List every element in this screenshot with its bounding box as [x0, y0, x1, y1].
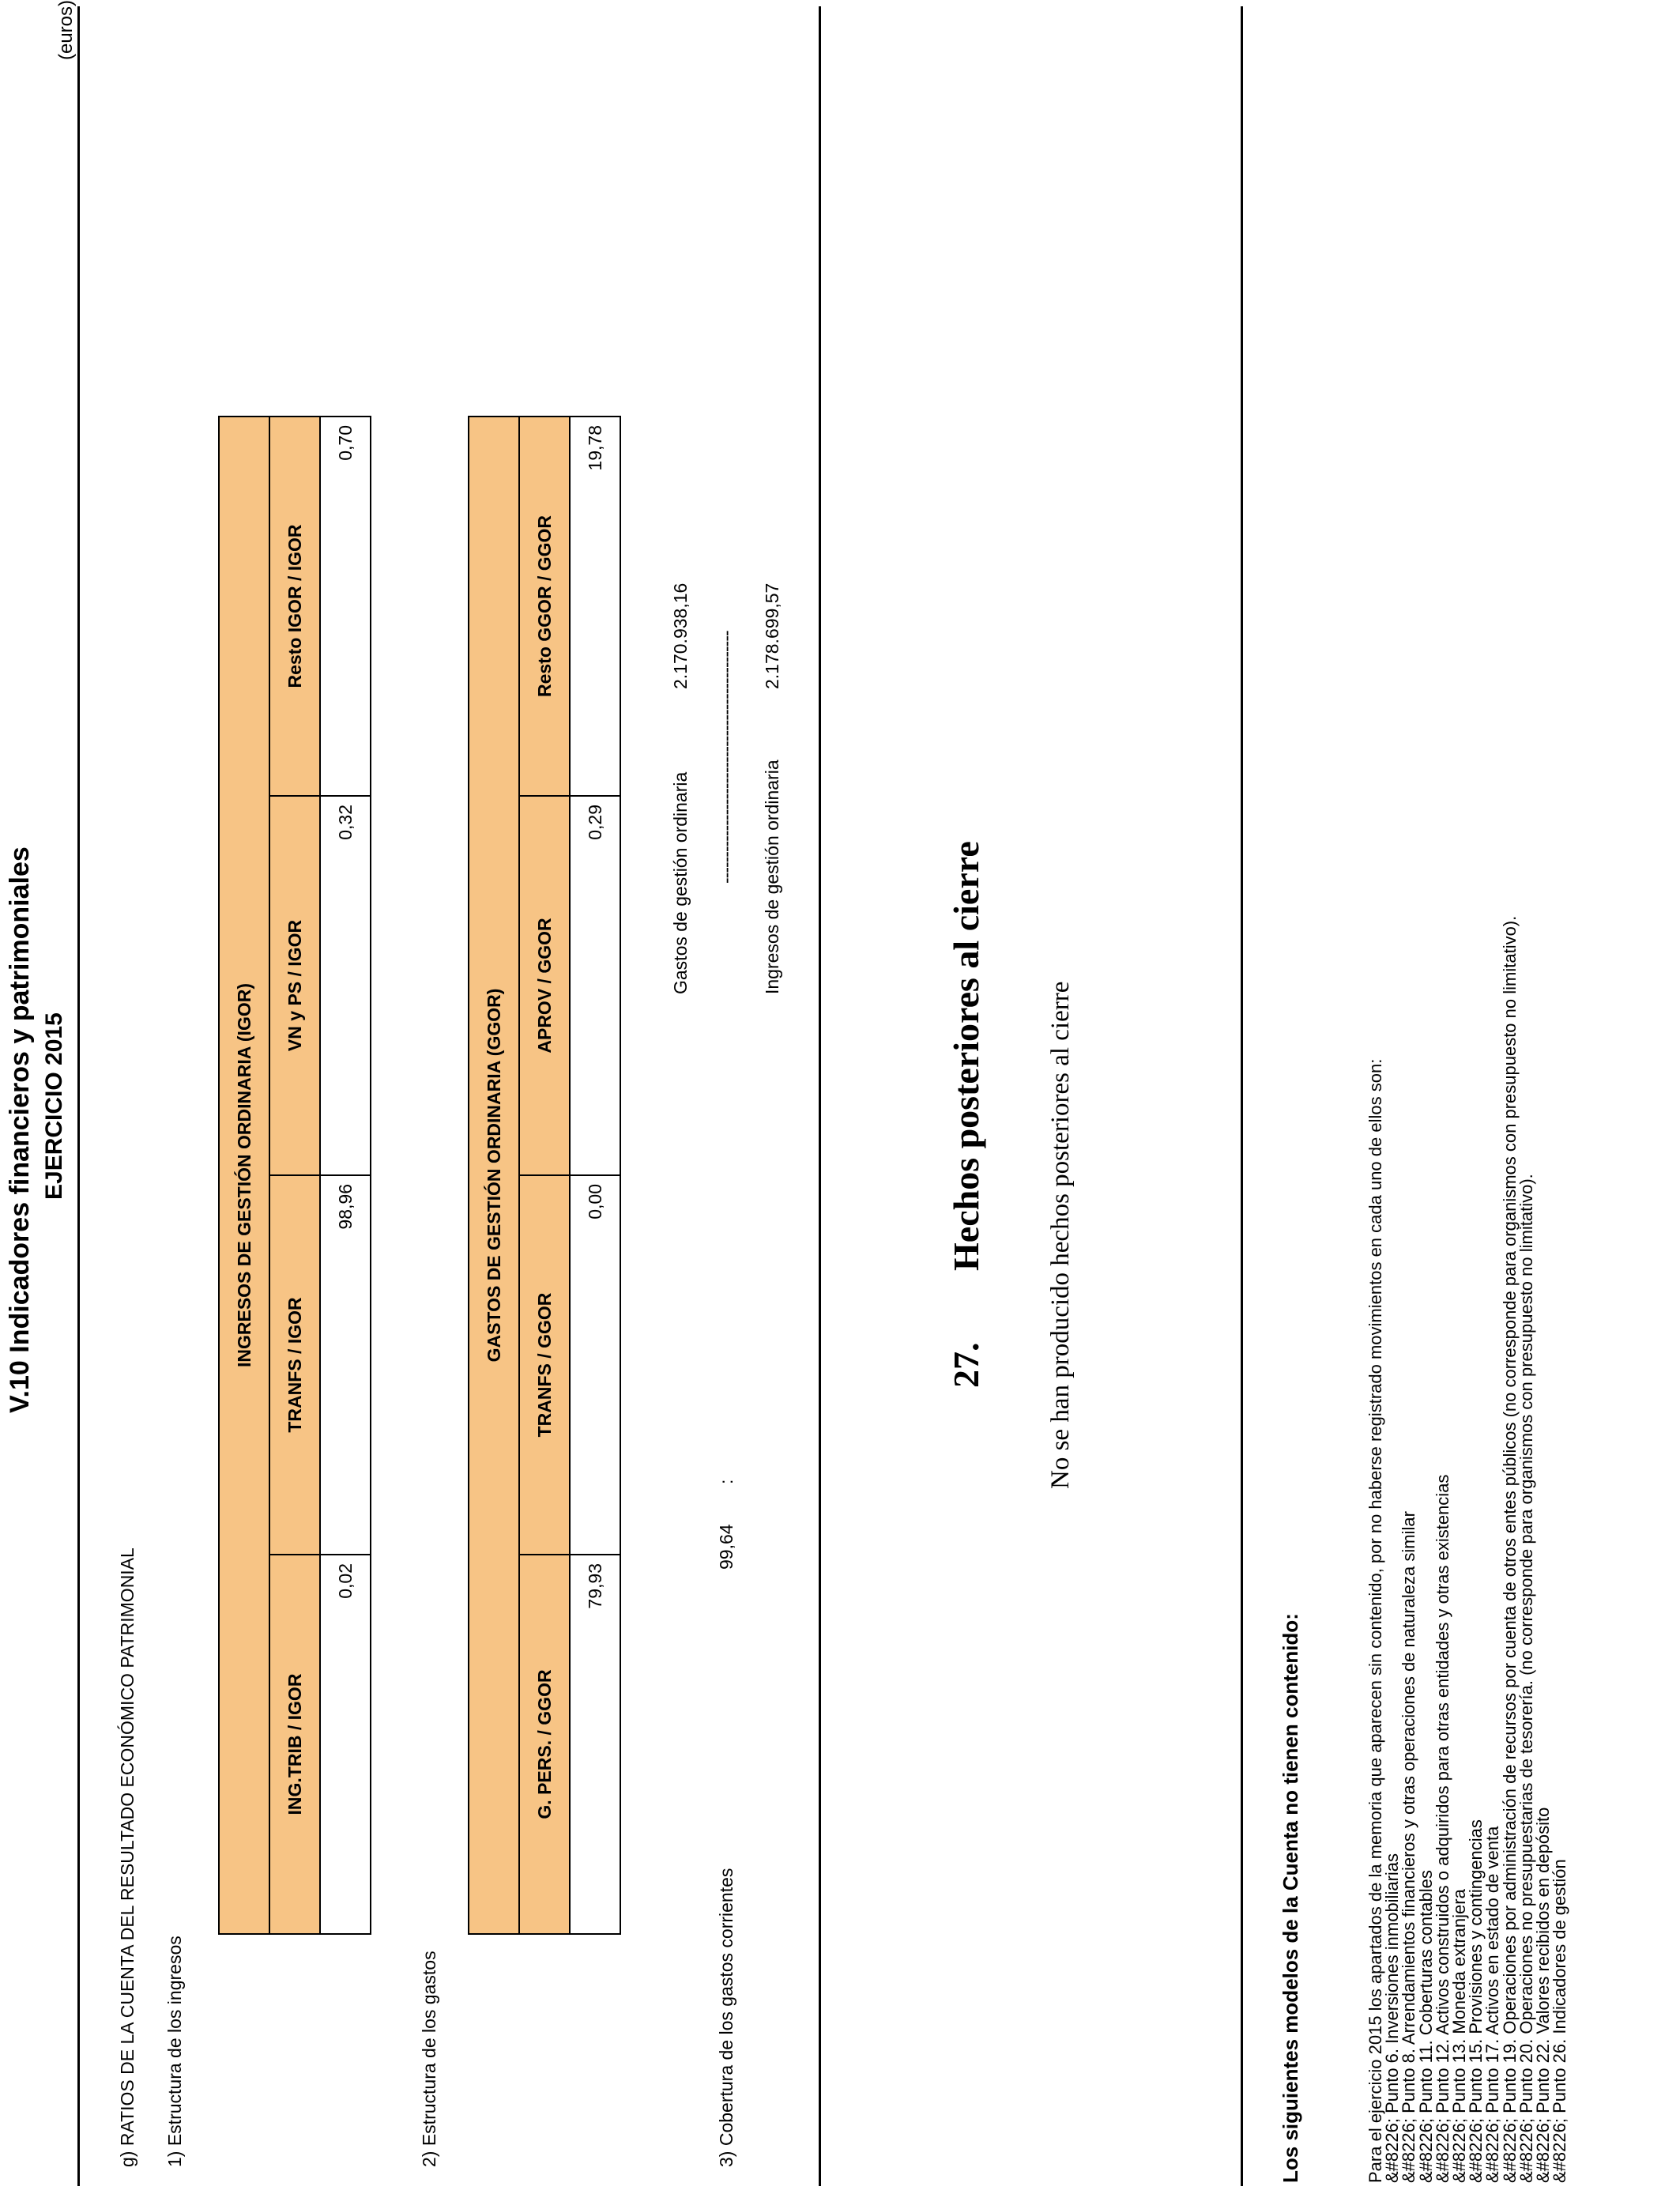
list-item: &#8226; Punto 6. Inversiones inmobiliarias	[1382, 1853, 1403, 2183]
ingresos-ratio-table	[218, 416, 371, 1935]
ingresos-col-ing-trib: ING.TRIB / IGOR	[269, 1555, 320, 1934]
numerator-label: Gastos de gestión ordinaria	[670, 771, 691, 994]
ingresos-val-resto: 0,70	[320, 417, 371, 796]
ingresos-col-resto: Resto IGOR / IGOR	[269, 417, 320, 796]
list-item: &#8226; Punto 19. Operaciones por administración de recursos por cuenta de otros entes públicos (no corresponde para organismos con presupuesto no limitativo).	[1499, 915, 1520, 2183]
section-27-heading: Hechos posteriores al cierre	[946, 841, 986, 1271]
ingresos-structure-label: 1) Estructura de los ingresos	[164, 1936, 185, 2167]
ingresos-val-vn-ps: 0,32	[320, 796, 371, 1175]
gastos-val-aprov: 0,29	[570, 796, 620, 1175]
gastos-structure-label: 2) Estructura de los gastos	[419, 1951, 439, 2167]
denominator-label: Ingresos de gestión ordinaria	[762, 760, 782, 994]
list-item: &#8226; Punto 12. Activos construidos o adquiridos para otras entidades y otras existencias	[1432, 1474, 1452, 2183]
gastos-val-resto: 19,78	[570, 417, 620, 796]
gastos-col-g-pers: G. PERS. / GGOR	[519, 1555, 570, 1934]
gastos-group-header: GASTOS DE GESTIÓN ORDINARIA (GGOR)	[469, 417, 519, 1934]
section-rule-2	[1241, 6, 1243, 2186]
ingresos-col-vn-ps: VN y PS / IGOR	[269, 796, 320, 1175]
list-item: &#8226; Punto 17. Activos en estado de venta	[1482, 1826, 1503, 2183]
cobertura-value: 99,64	[716, 1524, 736, 1570]
no-content-list	[1367, 916, 1568, 2183]
ingresos-col-tranfs: TRANFS / IGOR	[269, 1175, 320, 1555]
list-item: &#8226; Punto 22. Valores recibidos en depósito	[1533, 1807, 1554, 2183]
ingresos-val-ing-trib: 0,02	[320, 1555, 371, 1934]
section-27-number: 27.	[946, 1342, 986, 1388]
ingresos-group-header: INGRESOS DE GESTIÓN ORDINARIA (IGOR)	[219, 417, 269, 1934]
list-item: &#8226; Punto 8. Arrendamientos financieros y otras operaciones de naturaleza similar	[1399, 1511, 1419, 2183]
gastos-val-tranfs: 0,00	[570, 1175, 620, 1555]
ingresos-val-tranfs: 98,96	[320, 1175, 371, 1555]
list-item: &#8226; Punto 13. Moneda extranjera	[1449, 1889, 1470, 2183]
fraction-dashes: ------------------------------------------------	[716, 631, 736, 884]
list-item: &#8226; Punto 26. Indicadores de gestión	[1550, 1859, 1570, 2183]
cobertura-colon: :	[716, 1479, 736, 1484]
section-g-heading: g) RATIOS DE LA CUENTA DEL RESULTADO ECONÓMICO PATRIMONIAL	[117, 1547, 137, 2167]
gastos-ratio-table	[468, 416, 621, 1935]
denominator-value: 2.178.699,57	[762, 582, 782, 689]
list-item: &#8226; Punto 20. Operaciones no presupuestarias de tesorería. (no corresponde para organismos con presupuesto no limitativo).	[1516, 1174, 1536, 2183]
gastos-col-tranfs: TRANFS / GGOR	[519, 1175, 570, 1555]
page-subtitle: EJERCICIO 2015	[41, 1012, 67, 1200]
list-item: &#8226; Punto 11. Coberturas contables	[1415, 1870, 1436, 2183]
section-27-body: No se han producido hechos posteriores al cierre	[1046, 981, 1075, 1489]
section-rule-1	[819, 6, 821, 2186]
no-content-heading: Los siguientes modelos de la Cuenta no tienen contenido:	[1279, 1613, 1302, 2183]
header-rule	[77, 6, 80, 2186]
page-title: V.10 Indicadores financieros y patrimoniales	[5, 846, 35, 1413]
list-item: &#8226; Punto 15. Provisiones y contingencias	[1466, 1819, 1486, 2183]
gastos-col-resto: Resto GGOR / GGOR	[519, 417, 570, 796]
cobertura-label: 3) Cobertura de los gastos corrientes	[716, 1868, 736, 2167]
currency-note: (euros)	[55, 0, 77, 60]
no-content-intro: Para el ejercicio 2015 los apartados de la memoria que aparecen sin contenido, por no haberse registrado movimientos en cada uno de ellos son:	[1365, 1058, 1385, 2183]
gastos-val-g-pers: 79,93	[570, 1555, 620, 1934]
gastos-col-aprov: APROV / GGOR	[519, 796, 570, 1175]
numerator-value: 2.170.938,16	[670, 582, 691, 689]
